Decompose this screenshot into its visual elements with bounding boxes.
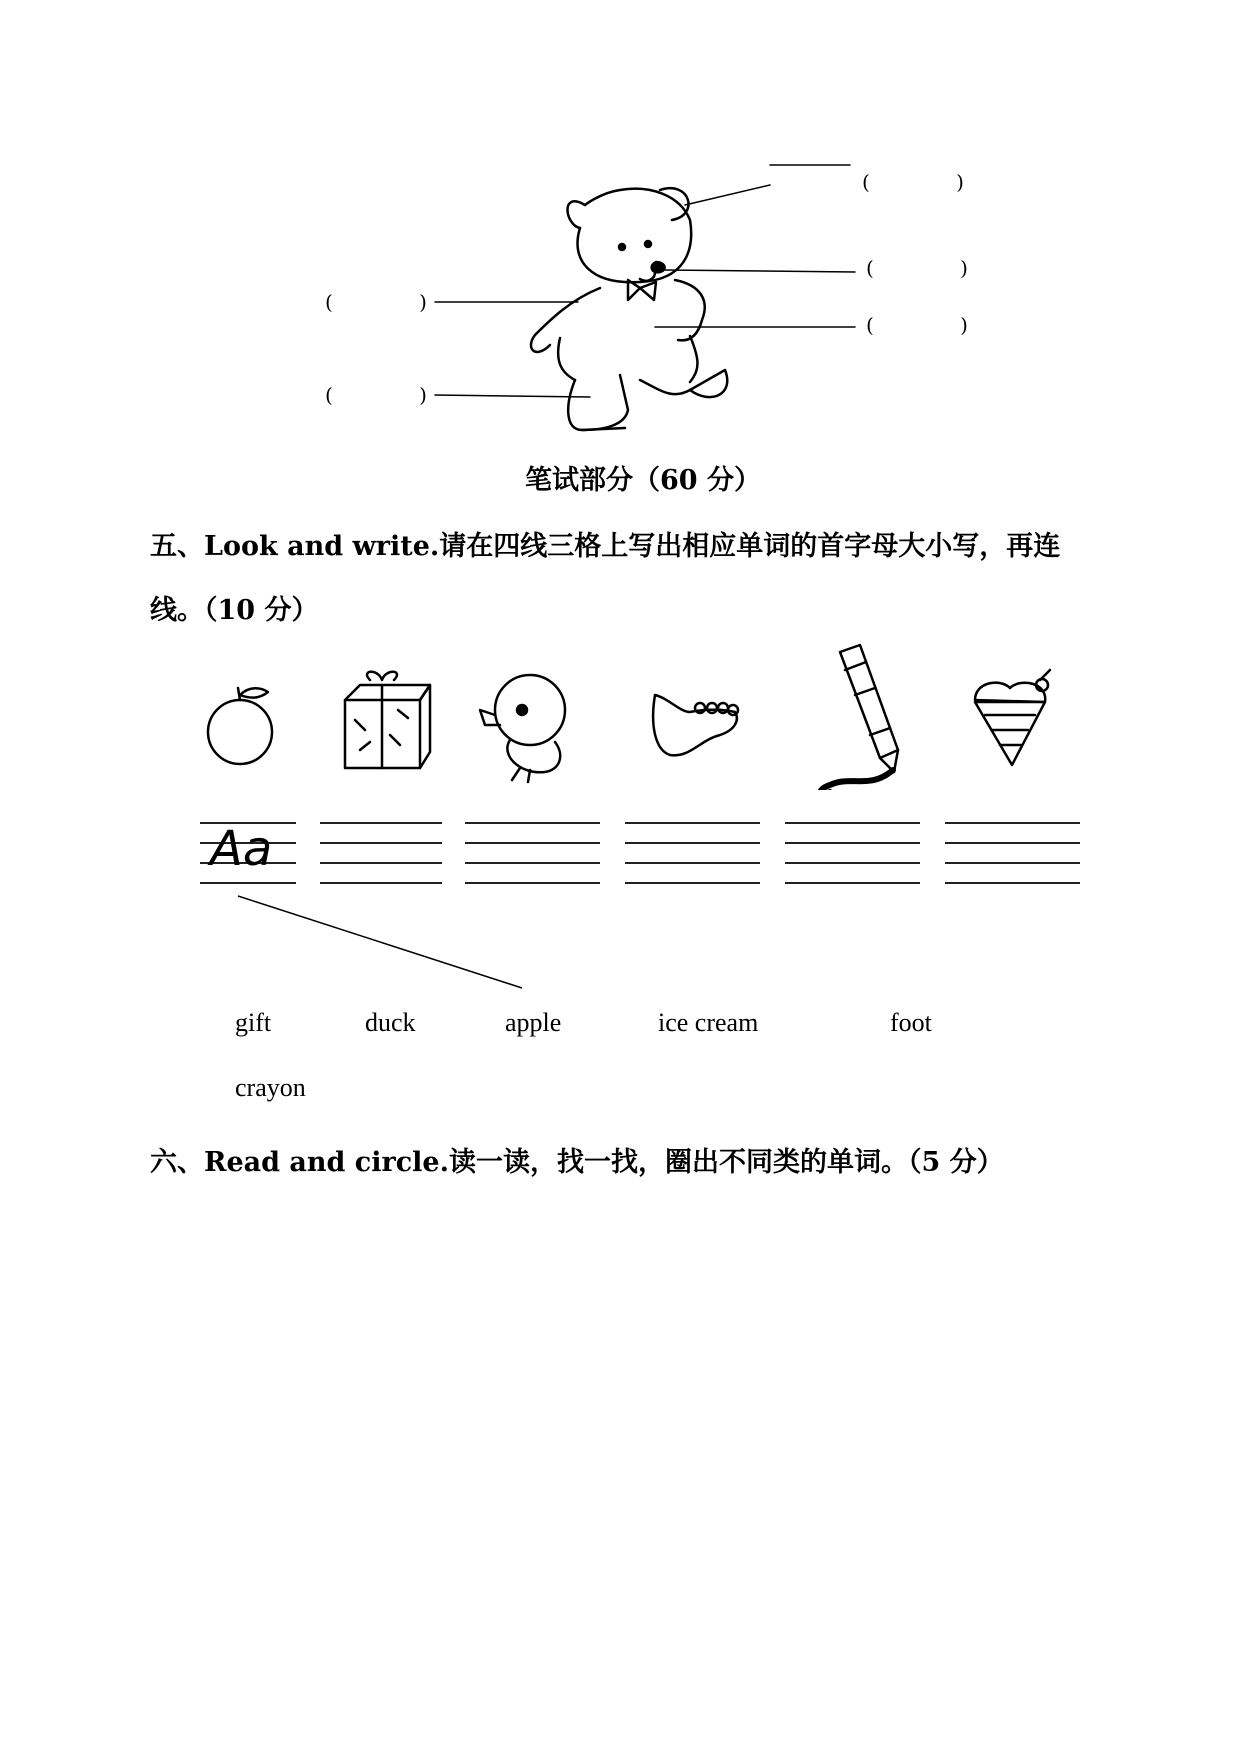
word-gift[interactable]: gift — [235, 1008, 272, 1037]
ice-cream-icon — [975, 670, 1050, 765]
teddy-bear-illustration — [0, 0, 1241, 450]
section6-title: 六、Read and circle.读一读，找一找，圈出不同类的单词。（5 分） — [150, 1147, 1004, 1178]
duck-icon — [480, 675, 565, 782]
bear-blank-leg: ( ) — [325, 383, 467, 407]
word-crayon[interactable]: crayon — [235, 1073, 306, 1102]
writing-grid-6[interactable] — [945, 822, 1080, 884]
writing-grid-5[interactable] — [785, 822, 920, 884]
writing-grid-4[interactable] — [625, 822, 760, 884]
bear-blank-nose: ( ) — [866, 256, 1008, 280]
writing-grid-3[interactable] — [465, 822, 600, 884]
gift-icon — [345, 672, 430, 768]
example-connecting-line — [0, 880, 1241, 1000]
crayon-icon — [821, 645, 898, 790]
section5-title-line2: 线。（10 分） — [150, 595, 319, 626]
word-ice-cream[interactable]: ice cream — [658, 1008, 759, 1037]
apple-icon — [208, 688, 272, 764]
picture-row — [0, 640, 1241, 790]
bear-blank-body: ( ) — [866, 313, 1008, 337]
word-duck[interactable]: duck — [365, 1008, 416, 1037]
writing-grid-2[interactable] — [320, 822, 442, 884]
bear-blank-arm: ( ) — [325, 290, 467, 314]
foot-icon — [653, 695, 738, 755]
section5-title-line1: 五、Look and write.请在四线三格上写出相应单词的首字母大小写，再连 — [150, 531, 1061, 562]
example-letters: Aa — [210, 821, 273, 877]
written-part-title: 笔试部分（60 分） — [525, 465, 761, 496]
bear-blank-ear: ( ) — [862, 170, 1004, 194]
word-apple[interactable]: apple — [505, 1008, 562, 1037]
word-foot[interactable]: foot — [890, 1008, 932, 1037]
